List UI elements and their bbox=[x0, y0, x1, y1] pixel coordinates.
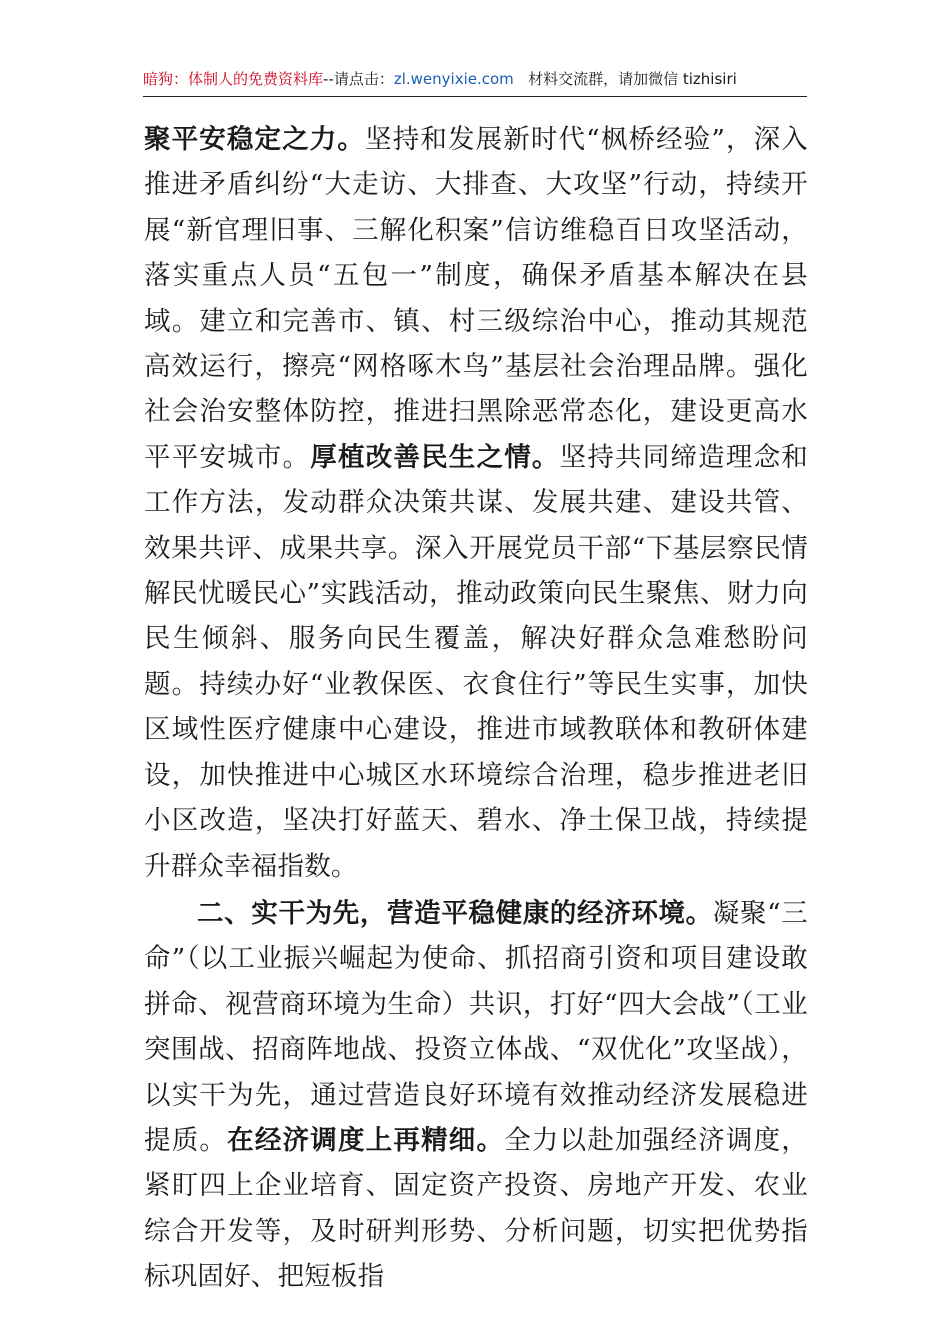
document-body bbox=[144, 117, 808, 1300]
header-contact: 材料交流群，请加微信 tizhisiri bbox=[528, 70, 737, 88]
header-click-prompt: --请点击： bbox=[323, 70, 394, 88]
paragraph-1 bbox=[144, 117, 808, 889]
paragraph-text: 凝聚“三命”（以工业振兴崛起为使命、抓招商引资和项目建设敢拼命、视营商环境为生命）共识，打好“四大会战”（工业突围战、招商阵地战、投资立体战、“双优化”攻坚战），以实干为先，通过营造良好环境有效推动经济发展稳进提质。 bbox=[144, 897, 808, 1156]
page-header bbox=[143, 66, 807, 97]
paragraph-heading: 在经济调度上再精细。 bbox=[227, 1124, 505, 1156]
paragraph-heading: 厚植改善民生之情。 bbox=[310, 441, 560, 473]
paragraph-text: 坚持和发展新时代“枫桥经验”，深入推进矛盾纠纷“大走访、大排查、大攻坚”行动，持续开展“新官理旧事、三解化积案”信访维稳百日攻坚活动，落实重点人员“五包一”制度，确保矛盾基本解决在县域。建立和完善市、镇、村三级综治中心，推动其规范高效运行，擦亮“网格啄木鸟”基层社会治理品牌。强化社会治安整体防控，推进扫黑除恶常态化，建设更高水平平安城市。 bbox=[144, 124, 809, 473]
header-url-link[interactable]: zl.wenyixie.com bbox=[393, 70, 514, 88]
paragraph-text: 坚持共同缔造理念和工作方法，发动群众决策共谋、发展共建、建设共管、效果共评、成果共享。深入开展党员干部“下基层察民情解民忧暖民心”实践活动，推动政策向民生聚焦、财力向民生倾斜、服务向民生覆盖，解决好群众急难愁盼问题。持续办好“业教保医、衣食住行”等民生实事，加快区域性医疗健康中心建设，推进市域教联体和教研体建设，加快推进中心城区水环境综合治理，稳步推进老旧小区改造，坚决打好蓝天、碧水、净土保卫战，持续提升群众幸福指数。 bbox=[144, 441, 808, 882]
paragraph-text: 全力以赴加强经济调度，紧盯四上企业培育、固定资产投资、房地产开发、农业综合开发等，及时研判形势、分析问题，切实把优势指标巩固好、把短板指 bbox=[144, 1124, 809, 1293]
section-heading: 二、实干为先，营造平稳健康的经济环境。 bbox=[197, 897, 713, 929]
header-site-name: 暗狗：体制人的免费资料库 bbox=[143, 70, 324, 88]
paragraph-2 bbox=[144, 891, 808, 1300]
paragraph-heading: 聚平安稳定之力。 bbox=[144, 124, 366, 155]
